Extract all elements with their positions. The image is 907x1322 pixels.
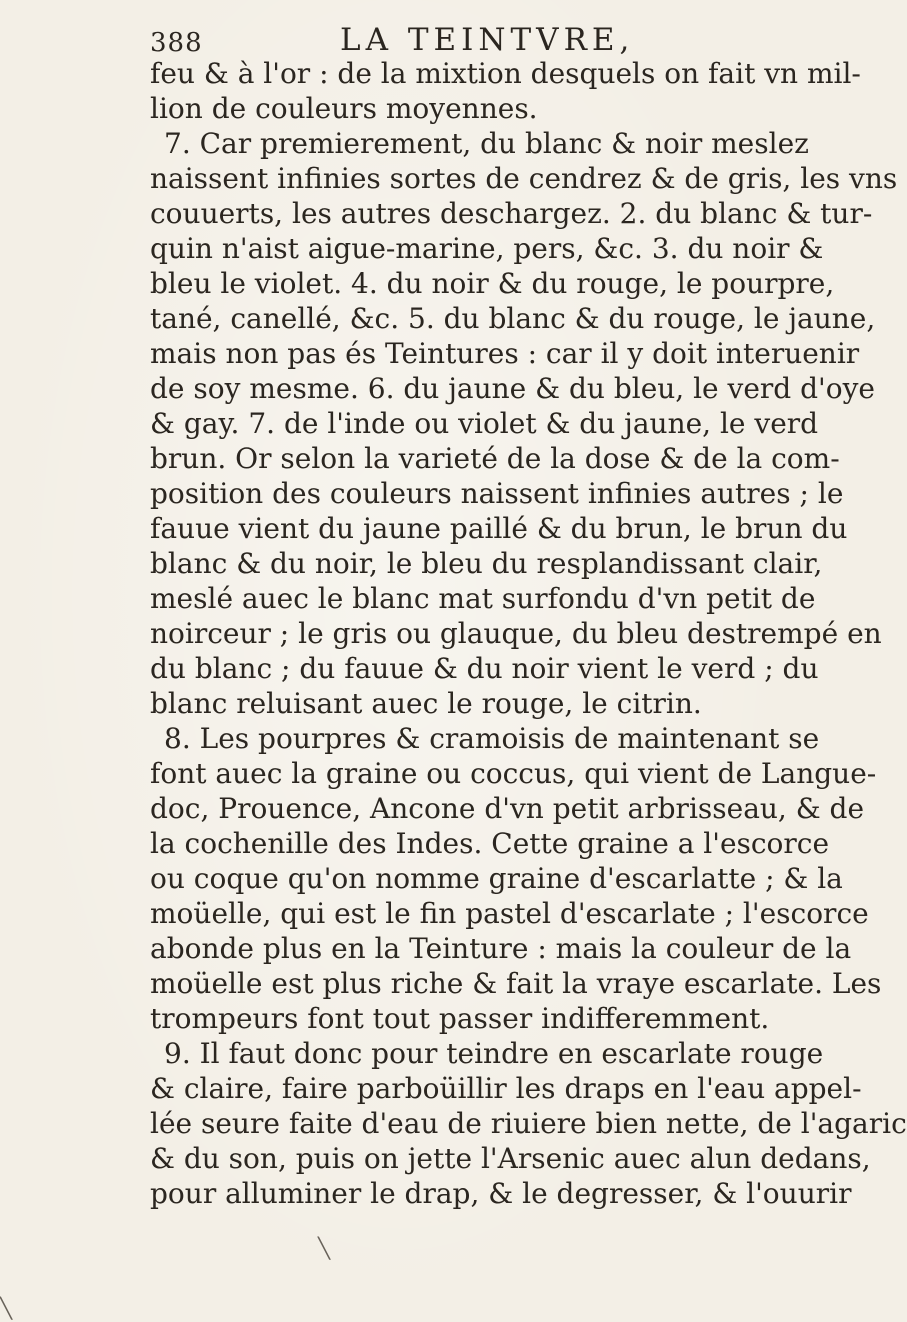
text-line: quin n'aist aigue-marine, pers, &c. 3. du noir & xyxy=(150,232,824,265)
text-line: lion de couleurs moyennes. xyxy=(150,92,538,125)
text-line: 7. Car premierement, du blanc & noir meslez xyxy=(164,127,809,160)
text-line: ou coque qu'on nomme graine d'escarlatte ; & la xyxy=(150,862,843,895)
text-line: 9. Il faut donc pour teindre en escarlate rouge xyxy=(164,1037,824,1070)
text-line: tané, canellé, &c. 5. du blanc & du rouge, le jaune, xyxy=(150,302,876,335)
text-line: abonde plus en la Teinture : mais la couleur de la xyxy=(150,932,852,965)
text-line: doc, Prouence, Ancone d'vn petit arbrisseau, & de xyxy=(150,792,865,825)
text-line: moüelle, qui est le fin pastel d'escarlate ; l'escorce xyxy=(150,897,869,930)
text-line: la cochenille des Indes. Cette graine a l'escorce xyxy=(150,827,830,860)
text-line: naissent infinies sortes de cendrez & de gris, les vns xyxy=(150,162,898,195)
text-line: feu & à l'or : de la mixtion desquels on fait vn mil- xyxy=(150,57,861,90)
text-line: position des couleurs naissent infinies autres ; le xyxy=(150,477,844,510)
text-line: meslé auec le blanc mat surfondu d'vn petit de xyxy=(150,582,816,615)
text-line: noirceur ; le gris ou glauque, du bleu destrempé en xyxy=(150,617,882,650)
text-line: & gay. 7. de l'inde ou violet & du jaune, le verd xyxy=(150,407,819,440)
text-line: & claire, faire parboüillir les draps en l'eau appel- xyxy=(150,1072,862,1105)
body-text xyxy=(150,56,907,1211)
text-line: blanc & du noir, le bleu du resplandissant clair, xyxy=(150,547,823,580)
page-number: 388 xyxy=(150,28,203,58)
text-line: du blanc ; du fauue & du noir vient le verd ; du xyxy=(150,652,819,685)
text-line: & du son, puis on jette l'Arsenic auec alun dedans, xyxy=(150,1142,871,1175)
text-line: moüelle est plus riche & fait la vraye escarlate. Les xyxy=(150,967,882,1000)
text-line: bleu le violet. 4. du noir & du rouge, le pourpre, xyxy=(150,267,835,300)
running-title: LA TEINTVRE, xyxy=(340,22,635,58)
text-line: fauue vient du jaune paillé & du brun, le brun du xyxy=(150,512,848,545)
text-line: font auec la graine ou coccus, qui vient de Langue- xyxy=(150,757,877,790)
text-line: 8. Les pourpres & cramoisis de maintenant se xyxy=(164,722,820,755)
text-line: mais non pas és Teintures : car il y doit interuenir xyxy=(150,337,860,370)
text-line: blanc reluisant auec le rouge, le citrin. xyxy=(150,687,702,720)
stray-ink-mark: ╲ xyxy=(318,1236,331,1260)
text-line: pour alluminer le drap, & le degresser, & l'ouurir xyxy=(150,1177,852,1210)
text-line: brun. Or selon la varieté de la dose & de la com- xyxy=(150,442,840,475)
text-line: trompeurs font tout passer indifferemment. xyxy=(150,1002,770,1035)
text-line: couuerts, les autres deschargez. 2. du blanc & tur- xyxy=(150,197,873,230)
stray-ink-mark: ╲ xyxy=(0,1296,13,1320)
text-line: de soy mesme. 6. du jaune & du bleu, le verd d'oye xyxy=(150,372,875,405)
text-line: lée seure faite d'eau de riuiere bien nette, de l'agaric xyxy=(150,1107,907,1140)
